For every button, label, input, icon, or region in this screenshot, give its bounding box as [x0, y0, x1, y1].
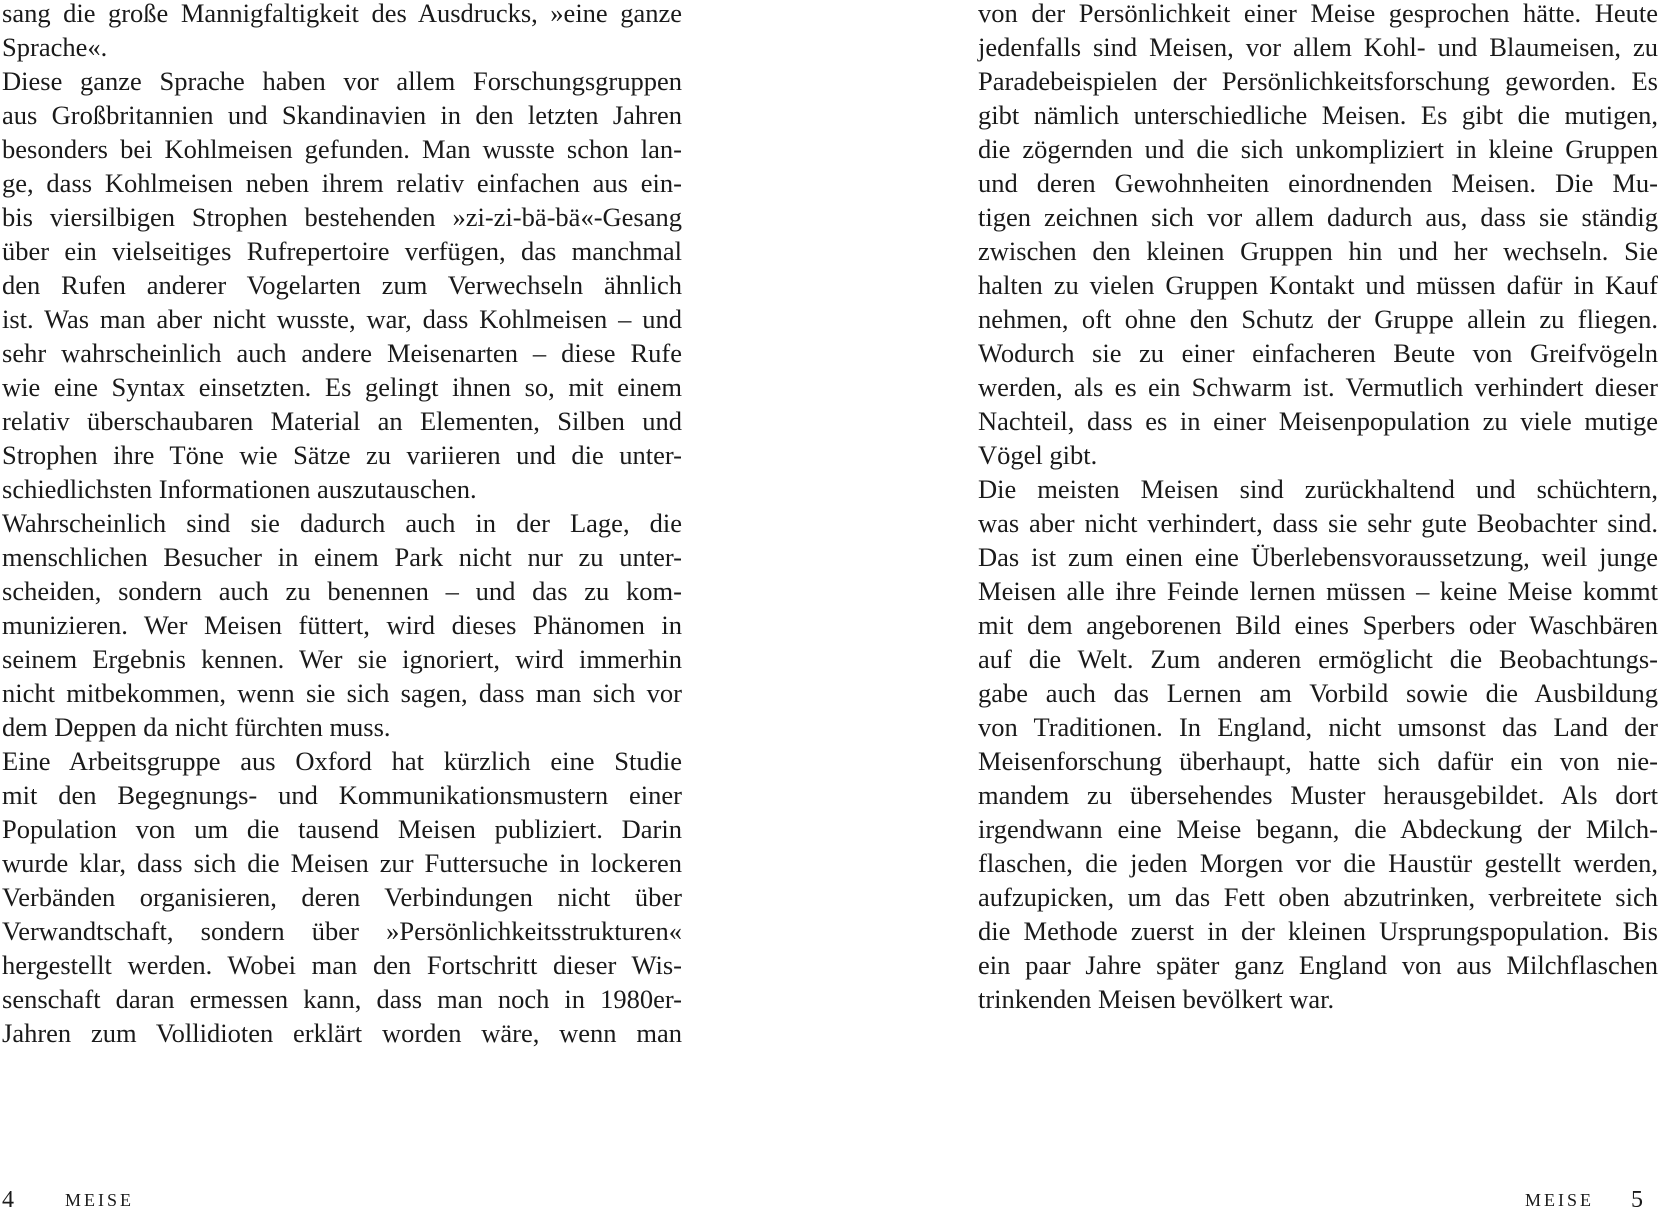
- text-line: Population von um die tausend Meisen publiziert. Darin: [2, 814, 682, 844]
- text-line: hergestellt werden. Wobei man den Fortschritt dieser Wis-: [2, 950, 682, 980]
- text-line: seinem Ergebnis kennen. Wer sie ignoriert, wird immerhin: [2, 644, 682, 674]
- text-line: Das ist zum einen eine Überlebensvoraussetzung, weil junge: [978, 542, 1658, 572]
- text-line: Die meisten Meisen sind zurückhaltend und schüchtern,: [978, 474, 1658, 504]
- text-line: aus Großbritannien und Skandinavien in den letzten Jahren: [2, 100, 682, 130]
- text-line: flaschen, die jeden Morgen vor die Haustür gestellt werden,: [978, 848, 1658, 878]
- text-line: Verwandtschaft, sondern über »Persönlichkeitsstrukturen«: [2, 916, 682, 946]
- text-line: gibt nämlich unterschiedliche Meisen. Es gibt die mutigen,: [978, 100, 1658, 130]
- text-line: sehr wahrscheinlich auch andere Meisenarten – diese Rufe: [2, 338, 682, 368]
- text-line: Meisen alle ihre Feinde lernen müssen – keine Meise kommt: [978, 576, 1658, 606]
- text-line: Vögel gibt.: [978, 440, 1098, 470]
- text-line: besonders bei Kohlmeisen gefunden. Man wusste schon lan-: [2, 134, 682, 164]
- text-line: wie eine Syntax einsetzten. Es gelingt ihnen so, mit einem: [2, 372, 682, 402]
- text-line: Meisenforschung überhaupt, hatte sich dafür ein von nie-: [978, 746, 1658, 776]
- page-number: 5: [1631, 1187, 1643, 1213]
- text-line: Strophen ihre Töne wie Sätze zu variieren und die unter-: [2, 440, 682, 470]
- text-line: aufzupicken, um das Fett oben abzutrinken, verbreitete sich: [978, 882, 1658, 912]
- text-line: was aber nicht verhindert, dass sie sehr gute Beobachter sind.: [978, 508, 1658, 538]
- text-line: Jahren zum Vollidioten erklärt worden wäre, wenn man: [2, 1018, 682, 1048]
- text-line: von Traditionen. In England, nicht umsonst das Land der: [978, 712, 1658, 742]
- text-line: die zögernden und die sich unkompliziert in kleine Gruppen: [978, 134, 1658, 164]
- text-line: die Methode zuerst in der kleinen Ursprungspopulation. Bis: [978, 916, 1658, 946]
- text-line: trinkenden Meisen bevölkert war.: [978, 984, 1335, 1014]
- text-line: tigen zeichnen sich vor allem dadurch aus, dass sie ständig: [978, 202, 1658, 232]
- text-line: und deren Gewohnheiten einordnenden Meisen. Die Mu-: [978, 168, 1658, 198]
- running-title: MEISE: [65, 1190, 134, 1210]
- right-page: [978, 0, 1658, 1212]
- left-page: [2, 0, 682, 1212]
- text-line: bis viersilbigen Strophen bestehenden »zi-zi-bä-bä«-Gesang: [2, 202, 682, 232]
- text-line: senschaft daran ermessen kann, dass man noch in 1980er-: [2, 984, 682, 1014]
- text-line: ist. Was man aber nicht wusste, war, dass Kohlmeisen – und: [2, 304, 682, 334]
- text-line: Verbänden organisieren, deren Verbindungen nicht über: [2, 882, 682, 912]
- text-line: halten zu vielen Gruppen Kontakt und müssen dafür in Kauf: [978, 270, 1658, 300]
- text-line: schiedlichsten Informationen auszutauschen.: [2, 474, 477, 504]
- text-line: relativ überschaubaren Material an Elementen, Silben und: [2, 406, 682, 436]
- text-line: ein paar Jahre später ganz England von aus Milchflaschen: [978, 950, 1658, 980]
- text-line: sang die große Mannigfaltigkeit des Ausdrucks, »eine ganze: [2, 0, 682, 28]
- page-number: 4: [2, 1187, 14, 1213]
- text-line: werden, als es ein Schwarm ist. Vermutlich verhindert dieser: [978, 372, 1658, 402]
- text-line: Wodurch sie zu einer einfacheren Beute von Greifvögeln: [978, 338, 1658, 368]
- text-line: mit den Begegnungs- und Kommunikationsmustern einer: [2, 780, 682, 810]
- text-line: ge, dass Kohlmeisen neben ihrem relativ einfachen aus ein-: [2, 168, 682, 198]
- text-line: zwischen den kleinen Gruppen hin und her wechseln. Sie: [978, 236, 1658, 266]
- text-line: wurde klar, dass sich die Meisen zur Futtersuche in lockeren: [2, 848, 682, 878]
- text-line: Sprache«.: [2, 32, 108, 62]
- text-line: scheiden, sondern auch zu benennen – und das zu kom-: [2, 576, 682, 606]
- text-line: Wahrscheinlich sind sie dadurch auch in der Lage, die: [2, 508, 682, 538]
- text-line: gabe auch das Lernen am Vorbild sowie die Ausbildung: [978, 678, 1658, 708]
- running-title: MEISE: [1525, 1190, 1594, 1210]
- text-line: irgendwann eine Meise begann, die Abdeckung der Milch-: [978, 814, 1658, 844]
- text-line: mandem zu übersehendes Muster herausgebildet. Als dort: [978, 780, 1658, 810]
- text-line: Eine Arbeitsgruppe aus Oxford hat kürzlich eine Studie: [2, 746, 682, 776]
- text-line: nicht mitbekommen, wenn sie sich sagen, dass man sich vor: [2, 678, 682, 708]
- text-line: nehmen, oft ohne den Schutz der Gruppe allein zu fliegen.: [978, 304, 1658, 334]
- text-line: munizieren. Wer Meisen füttert, wird dieses Phänomen in: [2, 610, 682, 640]
- text-line: Paradebeispielen der Persönlichkeitsforschung geworden. Es: [978, 66, 1658, 96]
- text-line: Nachteil, dass es in einer Meisenpopulation zu viele mutige: [978, 406, 1658, 436]
- text-line: mit dem angeborenen Bild eines Sperbers oder Waschbären: [978, 610, 1658, 640]
- text-line: den Rufen anderer Vogelarten zum Verwechseln ähnlich: [2, 270, 682, 300]
- text-line: auf die Welt. Zum anderen ermöglicht die Beobachtungs-: [978, 644, 1658, 674]
- text-line: menschlichen Besucher in einem Park nicht nur zu unter-: [2, 542, 682, 572]
- text-line: Diese ganze Sprache haben vor allem Forschungsgruppen: [2, 66, 682, 96]
- text-line: jedenfalls sind Meisen, vor allem Kohl- und Blaumeisen, zu: [978, 32, 1658, 62]
- text-line: von der Persönlichkeit einer Meise gesprochen hätte. Heute: [978, 0, 1658, 28]
- text-line: über ein vielseitiges Rufrepertoire verfügen, das manchmal: [2, 236, 682, 266]
- text-line: dem Deppen da nicht fürchten muss.: [2, 712, 391, 742]
